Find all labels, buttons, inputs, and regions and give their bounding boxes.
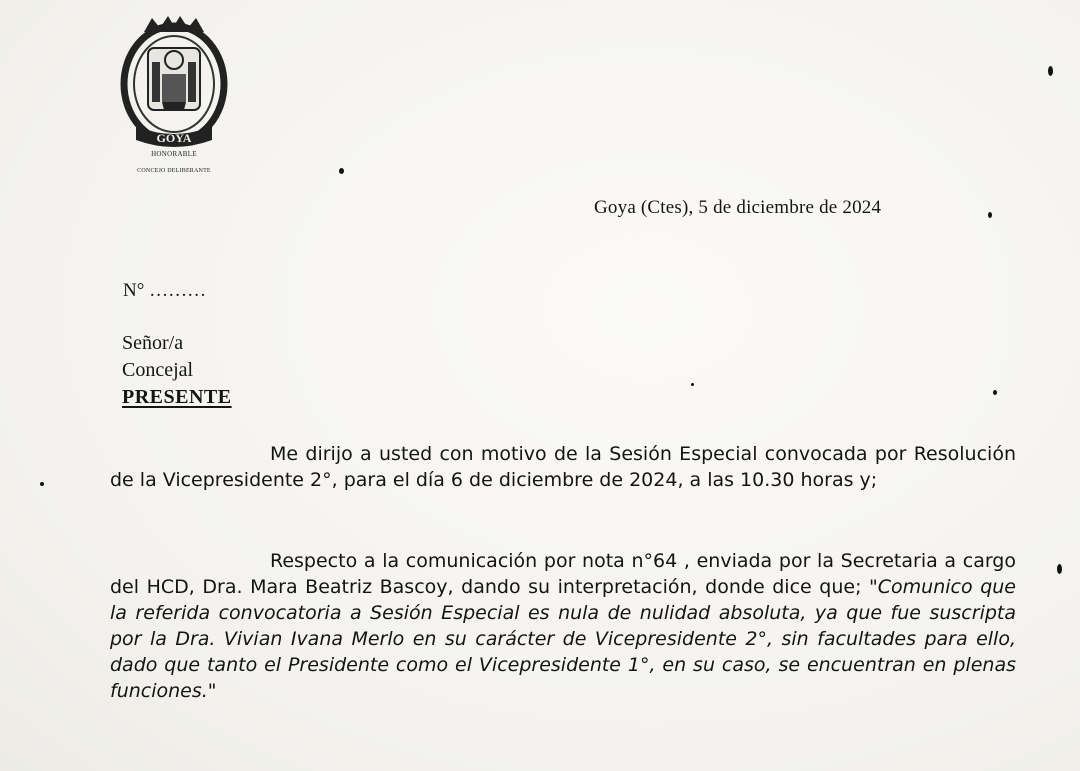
scan-speck — [40, 482, 44, 486]
scan-speck — [691, 383, 694, 386]
paragraph-1-text: Me dirijo a usted con motivo de la Sesión Especial convocada por Resolución de la Vicepresidente 2°, para el día 6 de diciembre de 2024, a las 10.30 horas y; — [110, 443, 1016, 491]
addressee-block — [122, 330, 232, 411]
seal-line-honorable: HONORABLE — [151, 150, 197, 158]
scan-speck — [1048, 66, 1053, 76]
reference-number: N° ……… — [123, 280, 207, 301]
addressee-salutation: Señor/a — [122, 332, 184, 354]
scan-speck — [339, 168, 344, 174]
body-paragraph-2 — [110, 548, 1016, 704]
svg-text:GOYA: GOYA — [156, 131, 192, 145]
place-date: Goya (Ctes), 5 de diciembre de 2024 — [594, 197, 882, 218]
municipal-seal-logo — [118, 14, 230, 182]
addressee-present: PRESENTE — [122, 386, 232, 408]
scan-speck — [993, 390, 997, 395]
scan-speck — [988, 212, 992, 218]
body-paragraph-1 — [110, 441, 1016, 493]
paragraph-2-quote: "Comunico que la referida convocatoria a Sesión Especial es nula de nulidad absoluta, ya que fue suscripta por la Dra. Vivian Ivana Merlo en su carácter de Vicepresidente 2°, sin facultades para ello, dado que tanto el Presidente como el Vicepresidente 1°, en su caso, se encuentran en plenas funciones." — [110, 576, 1016, 702]
paragraph-2-intro: Respecto a la comunicación por nota n°64 , enviada por la Secretaria a cargo del HCD, Dra. Mara Beatriz Bascoy, dando su interpretación, donde dice que; — [110, 550, 1016, 598]
seal-line-concejo: CONCEJO DELIBERANTE — [137, 168, 211, 174]
addressee-role: Concejal — [122, 359, 194, 381]
scan-speck — [1057, 564, 1062, 574]
